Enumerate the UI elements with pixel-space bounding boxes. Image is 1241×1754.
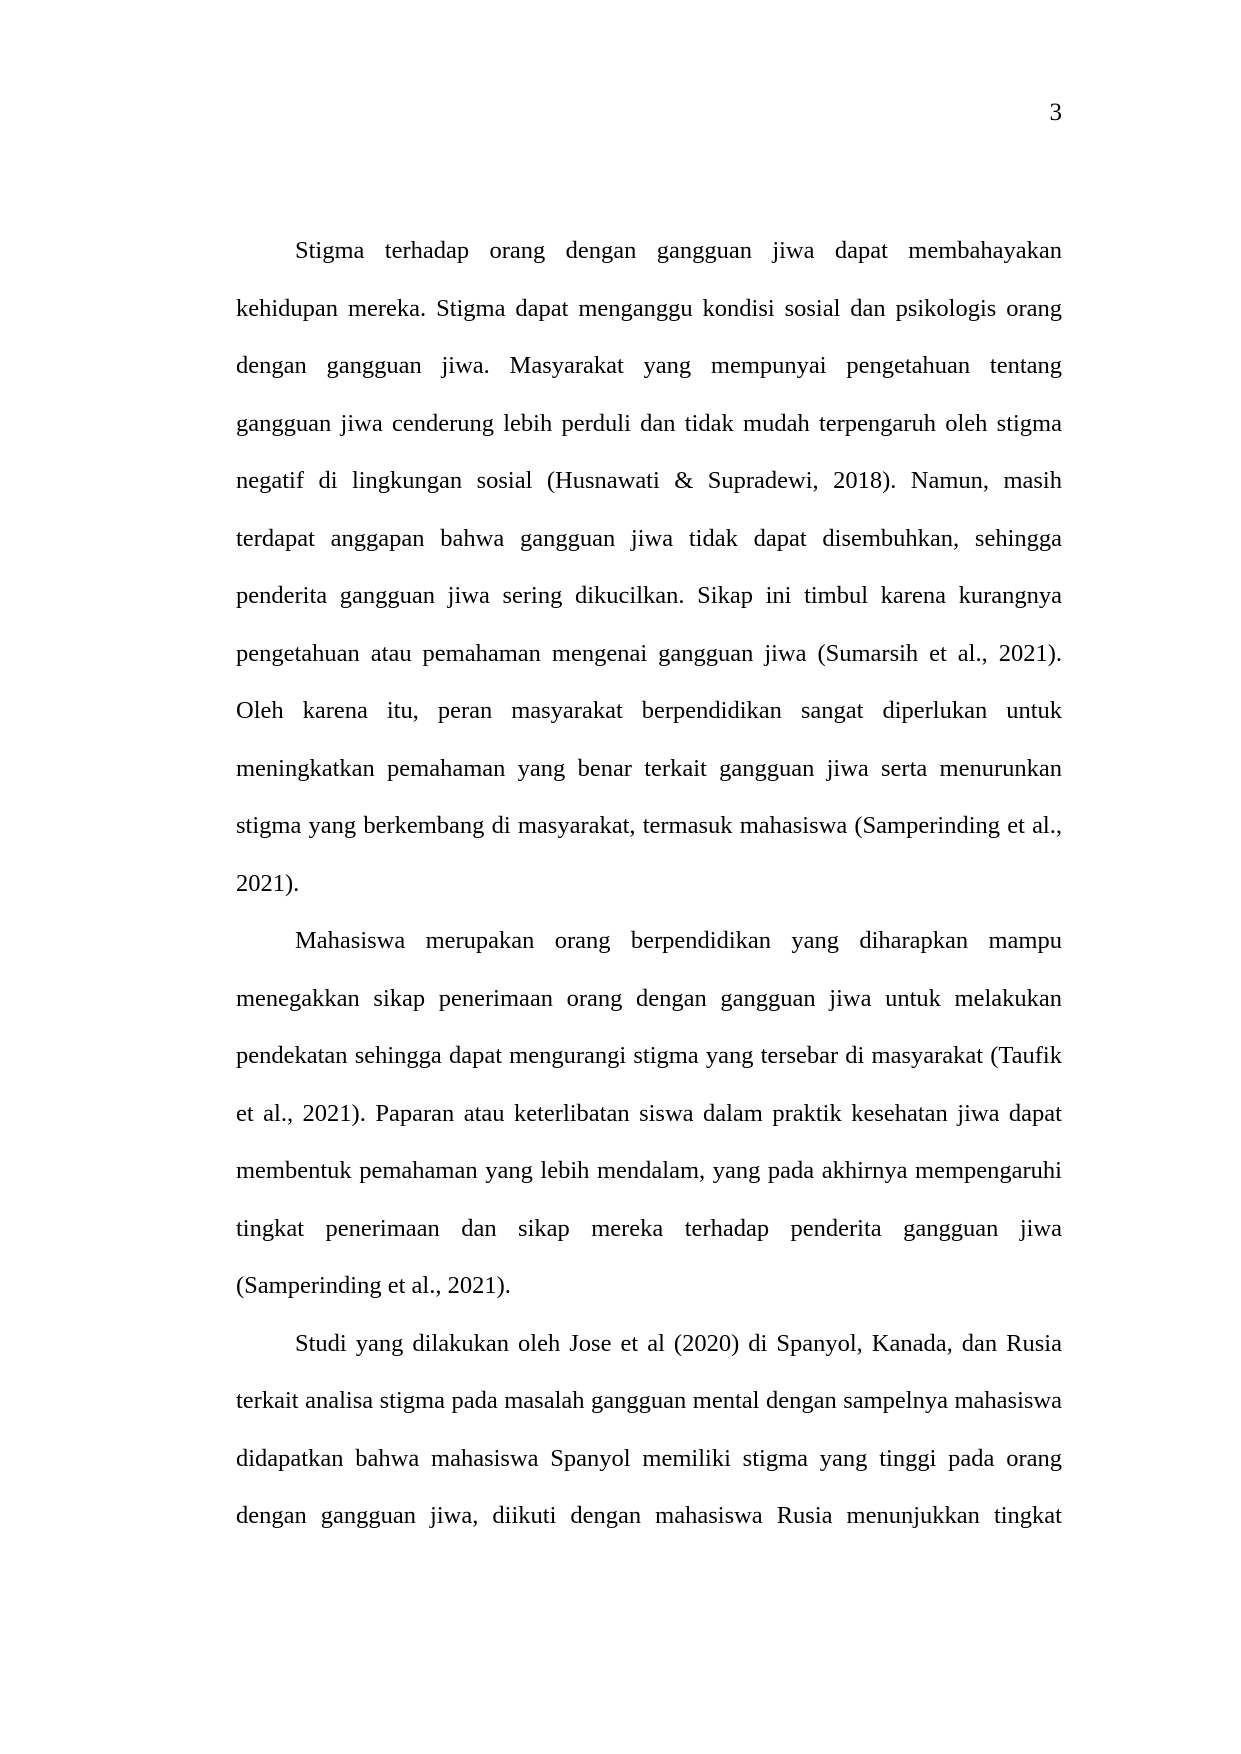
text-line: Stigma terhadap orang dengan gangguan jiwa dapat membahayakan — [295, 237, 1062, 264]
text-line: et al., 2021). Paparan atau keterlibatan siswa dalam praktik kesehatan jiwa dapat — [236, 1099, 1062, 1127]
text-line: Studi yang dilakukan oleh Jose et al (2020) di Spanyol, Kanada, dan Rusia — [295, 1329, 1062, 1357]
text-line: dengan gangguan jiwa. Masyarakat yang mempunyai pengetahuan tentang — [236, 352, 1062, 379]
text-line: 2021). — [236, 869, 300, 897]
text-line: Oleh karena itu, peran masyarakat berpendidikan sangat diperlukan untuk — [236, 697, 1062, 724]
text-line: tingkat penerimaan dan sikap mereka terhadap penderita gangguan jiwa — [236, 1214, 1062, 1242]
text-line: menegakkan sikap penerimaan orang dengan gangguan jiwa untuk melakukan — [236, 984, 1062, 1012]
text-line: pengetahuan atau pemahaman mengenai gangguan jiwa (Sumarsih et al., 2021). — [236, 639, 1062, 667]
paragraph — [236, 1315, 1062, 1545]
text-line: gangguan jiwa cenderung lebih perduli dan tidak mudah terpengaruh oleh stigma — [236, 409, 1062, 437]
text-line: didapatkan bahwa mahasiswa Spanyol memiliki stigma yang tinggi pada orang — [236, 1444, 1062, 1472]
text-line: negatif di lingkungan sosial (Husnawati & Supradewi, 2018). Namun, masih — [236, 467, 1062, 494]
text-line: (Samperinding et al., 2021). — [236, 1272, 511, 1299]
text-line: terkait analisa stigma pada masalah gangguan mental dengan sampelnya mahasiswa — [236, 1387, 1062, 1414]
page-number: 3 — [1049, 99, 1062, 126]
text-line: terdapat anggapan bahwa gangguan jiwa tidak dapat disembuhkan, sehingga — [236, 524, 1062, 552]
text-line: membentuk pemahaman yang lebih mendalam, yang pada akhirnya mempengaruhi — [236, 1157, 1062, 1184]
paragraph — [236, 912, 1062, 1315]
text-line: stigma yang berkembang di masyarakat, termasuk mahasiswa (Samperinding et al., — [236, 812, 1062, 839]
page-header — [236, 98, 1062, 127]
paragraph — [236, 222, 1062, 912]
text-line: pendekatan sehingga dapat mengurangi stigma yang tersebar di masyarakat (Taufik — [236, 1042, 1062, 1069]
text-line: meningkatkan pemahaman yang benar terkait gangguan jiwa serta menurunkan — [236, 754, 1062, 782]
text-line: penderita gangguan jiwa sering dikucilkan. Sikap ini timbul karena kurangnya — [236, 582, 1062, 609]
document-body — [236, 222, 1062, 1545]
text-line: kehidupan mereka. Stigma dapat menganggu kondisi sosial dan psikologis orang — [236, 294, 1062, 322]
text-line: dengan gangguan jiwa, diikuti dengan mahasiswa Rusia menunjukkan tingkat — [236, 1502, 1062, 1529]
text-line: Mahasiswa merupakan orang berpendidikan yang diharapkan mampu — [295, 927, 1062, 954]
